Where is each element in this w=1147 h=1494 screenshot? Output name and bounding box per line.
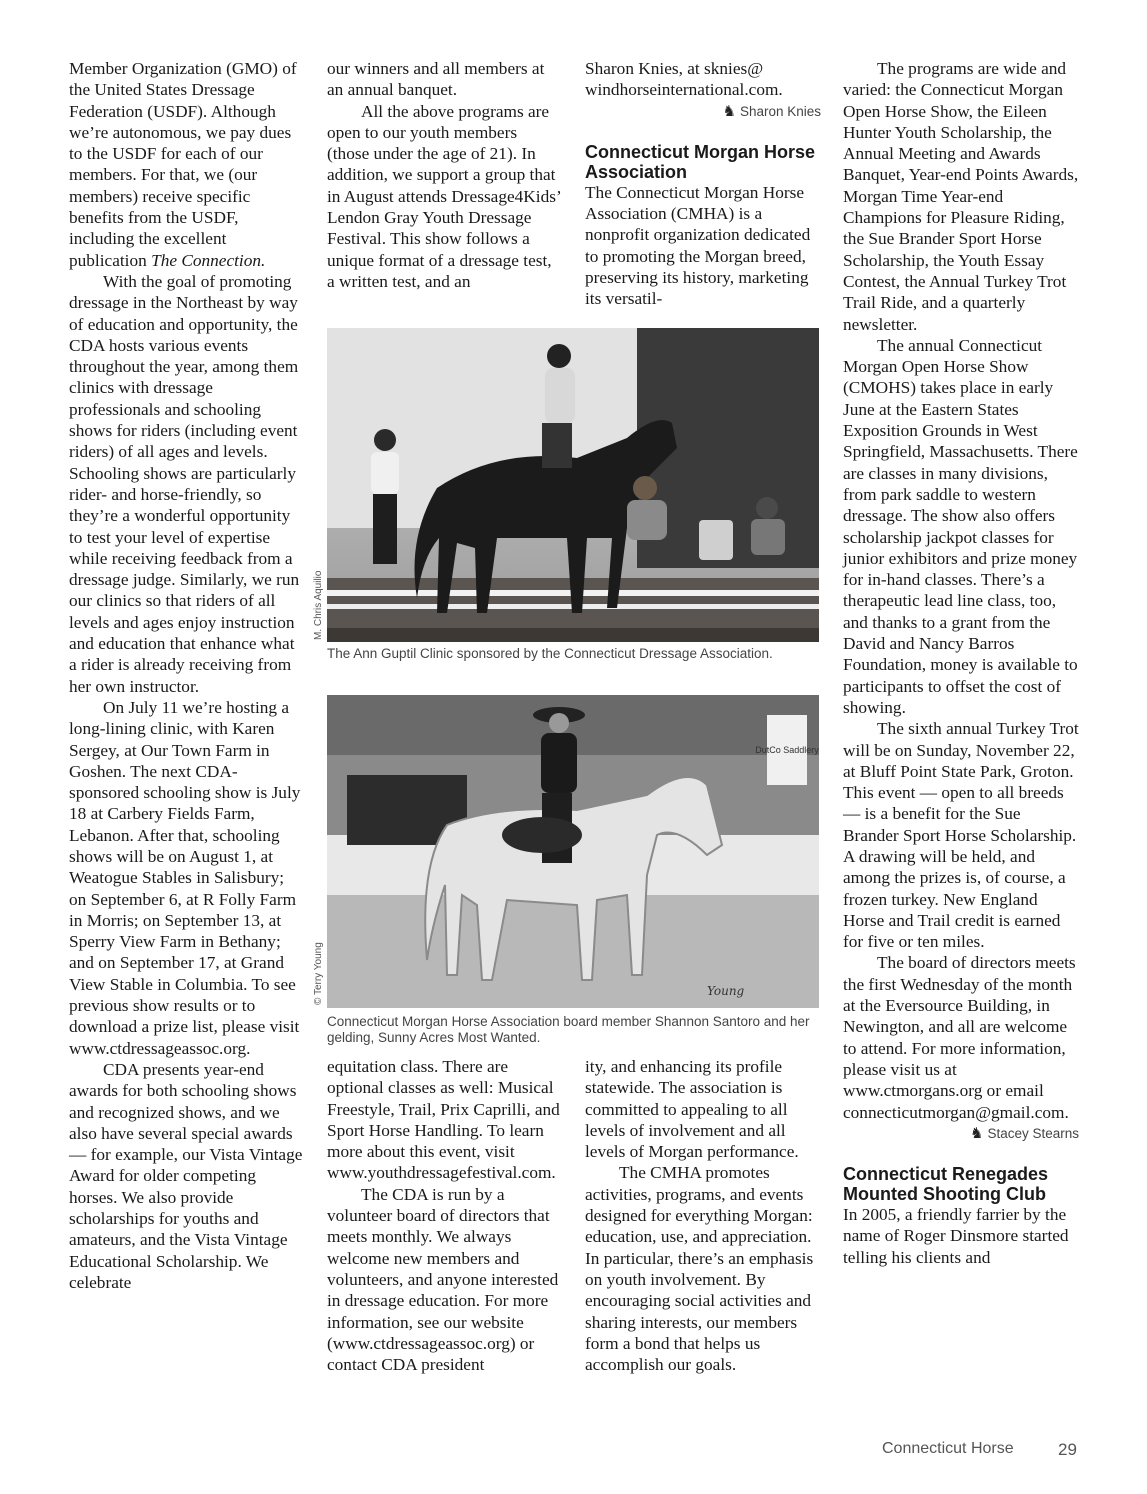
col3-paragraph-1: Sharon Knies, at sknies@ windhorseinternational.com.: [585, 59, 783, 100]
photo-credit-2: © Terry Young: [313, 942, 324, 1005]
author-signature-stacey: ♞ Stacey Stearns: [970, 1124, 1079, 1142]
col4-paragraph-4: The board of directors meets the first Wednesday of the month at the Eversource Building, in Newington, and all are welcome to attend. For more information, please visit us at www.ctmorgans.org or email connecticutmorgan@gmail.com.: [843, 953, 1076, 1122]
col4-paragraph-1: The programs are wide and varied: the Connecticut Morgan Open Horse Show, the Eileen Hunter Youth Scholarship, the Annual Meeting and Awards Banquet, Year-end Points Awards, Morgan Time Year-end Champions for Pleasure Riding, the Sue Brander Sport Horse Scholarship, the Youth Essay Contest, the Annual Turkey Trot Trail Ride, and a quarterly newsletter.: [843, 59, 1079, 334]
col1-paragraph-2: With the goal of promoting dressage in the Northeast by way of education and opportunity, the CDA hosts various events throughout the year, among them clinics with dressage professionals and schooling shows for riders (including event riders) of all ages and levels. Schooling shows are particularly rider- and horse-friendly, so they’re a wonderful opportunity to test your level of expertise while receiving feedback from a dressage judge. Similarly, we run our clinics so that riders of all levels and ages enjoy instruction and education that enhance what a rider is already receiving from her own instructor.: [69, 271, 300, 696]
photo-dressage-clinic: [327, 328, 819, 642]
footer-publication-title: Connecticut Horse: [882, 1440, 1014, 1457]
horse-icon: ♞: [970, 1124, 984, 1142]
column-4: [843, 58, 1079, 1268]
page-number: 29: [1058, 1440, 1077, 1459]
morgan-horse-image: [327, 695, 819, 1008]
column-3-top: [585, 58, 821, 310]
col4-paragraph-2: The annual Connecticut Morgan Open Horse Show (CMOHS) takes place in early June at the Eastern States Exposition Grounds in West Springfield, Massachusetts. There are classes in many divisions, from park saddle to western dressage. The show also offers scholarship jackpot classes for junior exhibitors and prize money for in-hand classes. There’s a therapeutic lead line class, too, and thanks to a grant from the David and Nancy Barros Foundation, money is available to participants to offset the cost of showing.: [843, 335, 1078, 717]
col2-paragraph-1: our winners and all members at an annual banquet.: [327, 59, 545, 100]
col4-paragraph-5: In 2005, a friendly farrier by the name of Roger Dinsmore started telling his clients and: [843, 1205, 1069, 1267]
col2-paragraph-4: The CDA is run by a volunteer board of directors that meets monthly. We always welcome new members and volunteers, and anyone interested in dressage education. For more information, see our website (www.ctdressageassoc.org) or contact CDA president: [327, 1184, 559, 1375]
photo-caption-2: Connecticut Morgan Horse Association board member Shannon Santoro and her gelding, Sunny Acres Most Wanted.: [327, 1014, 810, 1045]
photo-morgan-horse: [327, 695, 819, 1008]
col3-paragraph-4: The CMHA promotes activities, programs, and events designed for everything Morgan: education, use, and appreciation. In particular, there’s an emphasis on youth involvement. By encouraging social activities and sharing interests, our members form a bond that helps us accomplish our goals.: [585, 1163, 814, 1375]
col2-paragraph-3: equitation class. There are optional classes as well: Musical Freestyle, Trail, Prix Caprilli, and Sport Horse Handling. To learn more about this event, visit www.youthdressagefestival.com.: [327, 1057, 560, 1183]
dressage-clinic-image: [327, 328, 819, 642]
col3-paragraph-2: The Connecticut Morgan Horse Association (CMHA) is a nonprofit organization dedicated to promoting the Morgan breed, preserving its history, marketing its versatil-: [585, 182, 811, 309]
photo-credit-1: M. Chris Aquilio: [313, 570, 324, 640]
column-2-bottom: [327, 1056, 563, 1375]
col1-paragraph-3: On July 11 we’re hosting a long-lining clinic, with Karen Sergey, at Our Town Farm in Goshen. The next CDA-sponsored schooling show is July 18 at Carbery Fields Farm, Lebanon. After that, schooling shows will be on August 1, at Weatogue Stables in Salisbury; on September 6, at R Folly Farm in Morris; on September 13, at Sperry View Farm in Bethany; and on September 17, at Grand View Stable in Columbia. To see previous show results or to download a prize list, please visit www.ctdressageassoc.org.: [69, 697, 301, 1058]
col2-paragraph-2: All the above programs are open to our youth members (those under the age of 21). In addition, we support a group that in August attends Dressage4Kids’ Lendon Gray Youth Dressage Festival. This show follows a unique format of a dressage test, a written test, and an: [327, 101, 561, 291]
col3-paragraph-3: ity, and enhancing its profile statewide. The association is committed to appealing to all levels of involvement and all levels of Morgan performance.: [585, 1057, 799, 1162]
col4-paragraph-3: The sixth annual Turkey Trot will be on Sunday, November 22, at Bluff Point State Park, Groton. This event — open to all breeds — is a benefit for the Sue Brander Sport Horse Scholarship. A drawing will be held, and among the prizes is, of course, a frozen turkey. New England Horse and Trail credit is earned for five or ten miles.: [843, 719, 1079, 952]
horse-icon: ♞: [722, 102, 736, 120]
column-2-top: [327, 58, 563, 292]
col1-paragraph-1: Member Organization (GMO) of the United States Dressage Federation (USDF). Although we’re autonomous, we pay dues to the USDF for each of our members. For that, we (our members) receive specific benefits from the USDF, including the excellent publication The Connection.: [69, 59, 297, 270]
section-heading-renegades: Connecticut Renegades Mounted Shooting Club: [843, 1164, 1049, 1205]
banner-sign-text: DutCo Saddlery: [755, 745, 819, 755]
photo-signature: Young: [707, 984, 745, 998]
column-1: [69, 58, 305, 1293]
photo-caption-1: The Ann Guptil Clinic sponsored by the Connecticut Dressage Association.: [327, 646, 773, 661]
author-signature-sharon: ♞ Sharon Knies: [722, 102, 821, 120]
col1-paragraph-4: CDA presents year-end awards for both schooling shows and recognized shows, and we also have several special awards — for example, our Vista Vintage Award for older competing horses. We also provide scholarships for youths and amateurs, and the Vista Vintage Educational Scholarship. We celebrate: [69, 1059, 303, 1292]
section-heading-cmha: Connecticut Morgan Horse Association: [585, 141, 816, 182]
column-3-bottom: [585, 1056, 821, 1375]
